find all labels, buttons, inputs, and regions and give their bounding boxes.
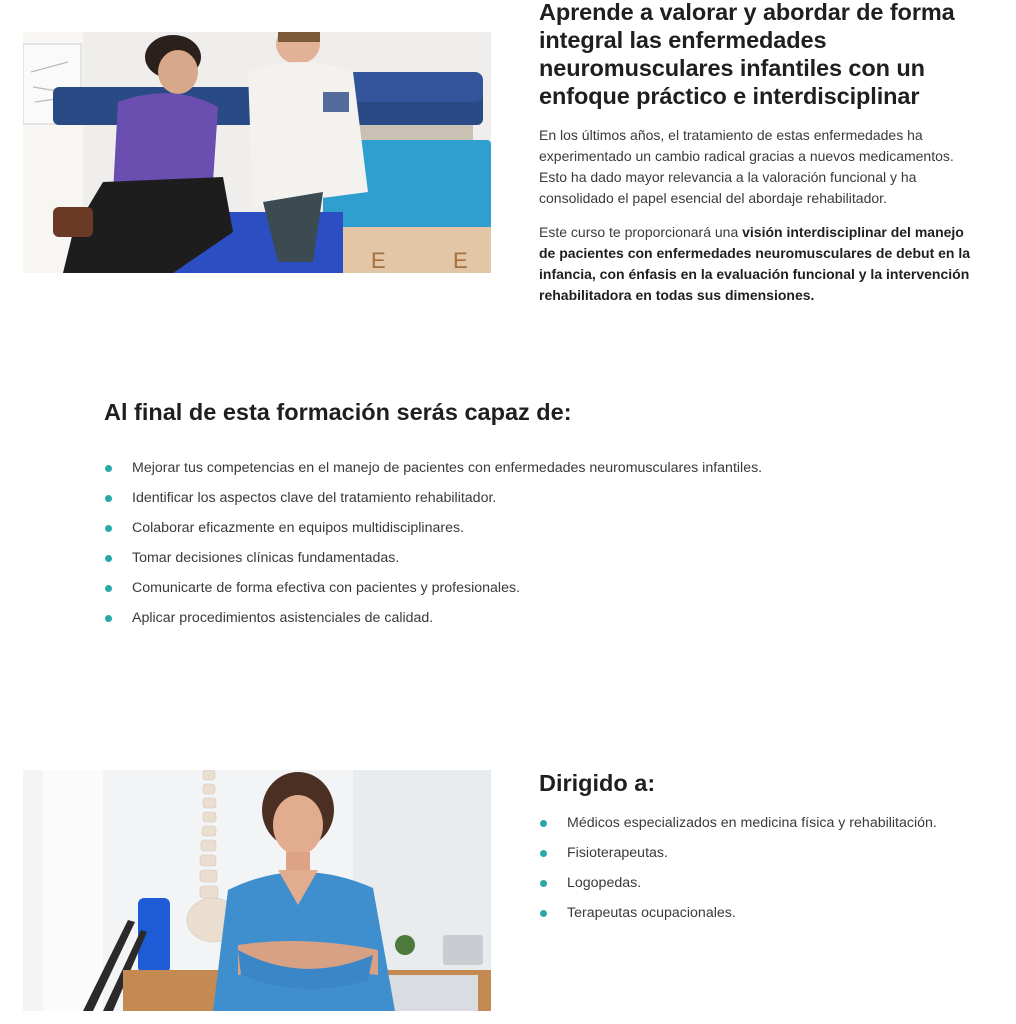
goals-list-item: Aplicar procedimientos asistenciales de calidad. bbox=[104, 608, 762, 638]
goals-list-item: Tomar decisiones clínicas fundamentadas. bbox=[104, 548, 762, 578]
svg-text:E: E bbox=[371, 248, 386, 273]
bullet-icon bbox=[105, 585, 112, 592]
svg-text:E: E bbox=[453, 248, 468, 273]
bullet-icon bbox=[105, 465, 112, 472]
bullet-icon bbox=[105, 615, 112, 622]
hero-paragraph-1: En los últimos años, el tratamiento de estas enfermedades ha experimentado un cambio radical gracias a nuevos medicamentos. Esto ha dado mayor relevancia a la valoración funcional y ha consolidado el papel esencial del abordaje rehabilitador. bbox=[539, 127, 954, 206]
audience-list-item: Fisioterapeutas. bbox=[539, 843, 937, 873]
audience-list-item: Médicos especializados en medicina física y rehabilitación. bbox=[539, 813, 937, 843]
bullet-icon bbox=[540, 880, 547, 887]
audience-photo bbox=[23, 770, 491, 1011]
audience-list bbox=[539, 813, 937, 933]
goals-list-item: Identificar los aspectos clave del tratamiento rehabilitador. bbox=[104, 488, 762, 518]
bullet-icon bbox=[105, 525, 112, 532]
goals-list-item: Comunicarte de forma efectiva con pacientes y profesionales. bbox=[104, 578, 762, 608]
hero-photo-illustration bbox=[23, 32, 491, 273]
goals-list-item: Mejorar tus competencias en el manejo de pacientes con enfermedades neuromusculares infantiles. bbox=[104, 458, 762, 488]
bullet-icon bbox=[105, 495, 112, 502]
goals-list-item: Colaborar eficazmente en equipos multidisciplinares. bbox=[104, 518, 762, 548]
hero-photo bbox=[23, 32, 491, 273]
bullet-icon bbox=[540, 820, 547, 827]
audience-photo-illustration bbox=[23, 770, 491, 1011]
audience-list-item: Logopedas. bbox=[539, 873, 937, 903]
goals-list bbox=[104, 458, 762, 638]
goals-title: Al final de esta formación serás capaz de: bbox=[104, 399, 572, 425]
bullet-icon bbox=[540, 910, 547, 917]
hero-paragraph-2-intro: Este curso te proporcionará una bbox=[539, 224, 743, 240]
hero-paragraph-2-bold: visión interdisciplinar del manejo de pacientes con enfermedades neuromusculares de debut en la infancia, con énfasis en la evaluación funcional y la intervención rehabilitadora en todas sus dimensiones. bbox=[539, 224, 971, 303]
audience-title: Dirigido a: bbox=[539, 770, 656, 796]
bullet-icon bbox=[540, 850, 547, 857]
bullet-icon bbox=[105, 555, 112, 562]
audience-list-item: Terapeutas ocupacionales. bbox=[539, 903, 937, 933]
hero-title: Aprende a valorar y abordar de forma integral las enfermedades neuromusculares infantiles con un enfoque práctico e interdisciplinar bbox=[539, 0, 955, 109]
hero-paragraph-2 bbox=[539, 222, 984, 306]
